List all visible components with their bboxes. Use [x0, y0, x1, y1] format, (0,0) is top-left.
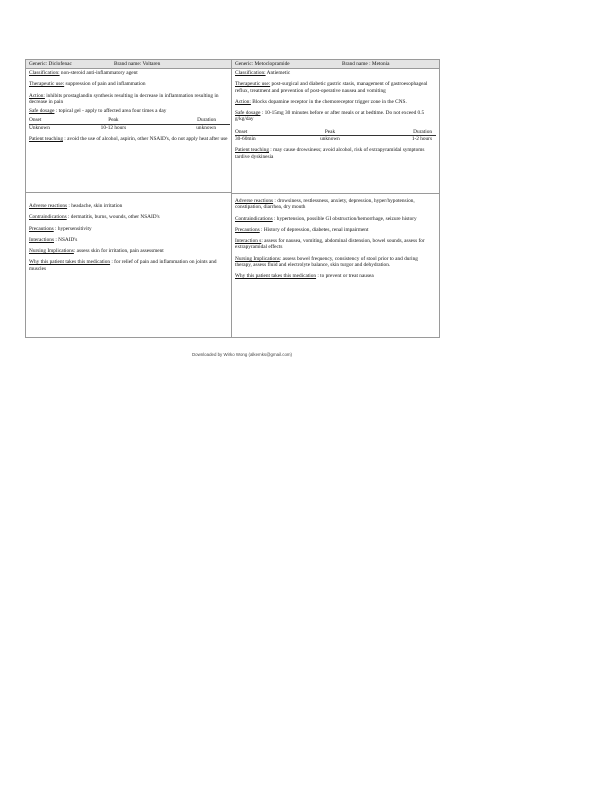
- classification: Classification: non-steroid anti-inflammatory agent: [29, 70, 138, 76]
- adverse-reactions: Adverse reactions : drowsiness, restlessness, anxiety, depression, hyper/hypotension, constipation, diarrhea, dry mouth: [235, 198, 415, 211]
- peak-value: unknown: [320, 136, 340, 143]
- peak-header: Peak: [299, 129, 360, 136]
- safe-dosage: Safe dosage : topical gel - apply to affected area four times a day: [29, 108, 167, 115]
- nursing-implications: Nursing Implications: assess bowel frequency, consistency of stool prior to and during therapy, assess fluid and electrolyte balance, skin turgor and dehydration.: [235, 255, 418, 269]
- adverse-reactions: Adverse reactions : headache, skin irritation: [29, 203, 123, 209]
- onset-peak-duration-table: [29, 117, 230, 131]
- onset-header: Onset: [29, 117, 81, 124]
- brand-name: Brand name : Metonia: [342, 61, 390, 67]
- drug-card-diclofenac: [25, 59, 234, 338]
- therapeutic-use: Therapeutic use: suppression of pain and inflammation: [29, 81, 146, 88]
- patient-teaching: Patient teaching : may cause drowsiness; avoid alcohol, risk of extrapyramidal symptoms tardive dyskinesia: [235, 147, 425, 160]
- download-footer: Downloaded by Wirko Wong (alkemks@gmail.com): [191, 352, 293, 357]
- card-top-section: [26, 69, 233, 193]
- onset-header: Onset: [235, 129, 299, 136]
- patient-teaching: Patient teaching : avoid the use of alcohol, aspirin, other NSAID's, do not apply heat after use: [29, 136, 228, 143]
- card-bottom-section: [232, 194, 439, 284]
- duration-header: Duration: [145, 117, 230, 124]
- card-header: [26, 60, 233, 69]
- drug-card-metoclopramide: [231, 59, 440, 338]
- peak-header: Peak: [81, 117, 145, 124]
- onset-peak-duration-table: [235, 129, 436, 143]
- card-header: [232, 60, 439, 69]
- interactions: Interactions : NSAID's: [29, 236, 78, 243]
- why-patient-takes: Why this patient takes this medication : for relief of pain and inflammation on joints and muscles: [29, 259, 217, 272]
- peak-value: 10-12 hours: [100, 124, 127, 131]
- card-bottom-section: [26, 193, 233, 276]
- brand-name: Brand name: Voltaren: [114, 61, 161, 67]
- interactions: Interaction s: assess for nausea, vomiting, abdominal distension, bowel sounds, assess for extrapyramidal effects: [235, 238, 425, 251]
- action: Action: inhibits prostaglandin synthesis resulting in decrease in inflammation resulting in decrease in pain: [29, 92, 219, 105]
- contraindications: Contraindications : hypertension, possible GI obstruction/hemorrhage, seizure history: [235, 215, 417, 222]
- nursing-implications: Nursing Implications: assess skin for irritation, pain assessment: [29, 248, 164, 255]
- why-patient-takes: Why this patient takes this medication : to prevent or treat nausea: [235, 273, 374, 280]
- action: Action: Blocks dopamine receptor in the chemoreceptor trigger zone in the CNS.: [235, 98, 407, 105]
- generic-name: Generic: Diclofenac: [29, 61, 72, 67]
- onset-value: 30-60min: [235, 136, 256, 143]
- duration-header: Duration: [361, 129, 436, 136]
- duration-value: unknown: [196, 124, 216, 131]
- safe-dosage: Safe dosage : 10-15mg 30 minutes before or after meals or at bedtime. Do not exceed 0.5 g/kg/day: [235, 110, 425, 123]
- card-top-section: [232, 69, 439, 194]
- precautions: Precautions : History of depression, diabetes, renal impairment: [235, 226, 369, 233]
- therapeutic-use: Therapeutic use: post-surgical and diabetic gastric stasis, management of gastroesophageal reflux, treatment and prevention of post-operative nausea and vomiting: [235, 81, 428, 94]
- precautions: Precautions : hypersensitivity: [29, 225, 92, 232]
- generic-name: Generic: Metoclopramide: [235, 61, 290, 67]
- classification: Classification: Antiemetic: [235, 70, 291, 76]
- onset-value: Unknown: [29, 124, 50, 131]
- duration-value: 1-2 hours: [411, 136, 432, 143]
- contraindications: Contraindications : dermatitis, burns, wounds, other NSAID's: [29, 214, 160, 221]
